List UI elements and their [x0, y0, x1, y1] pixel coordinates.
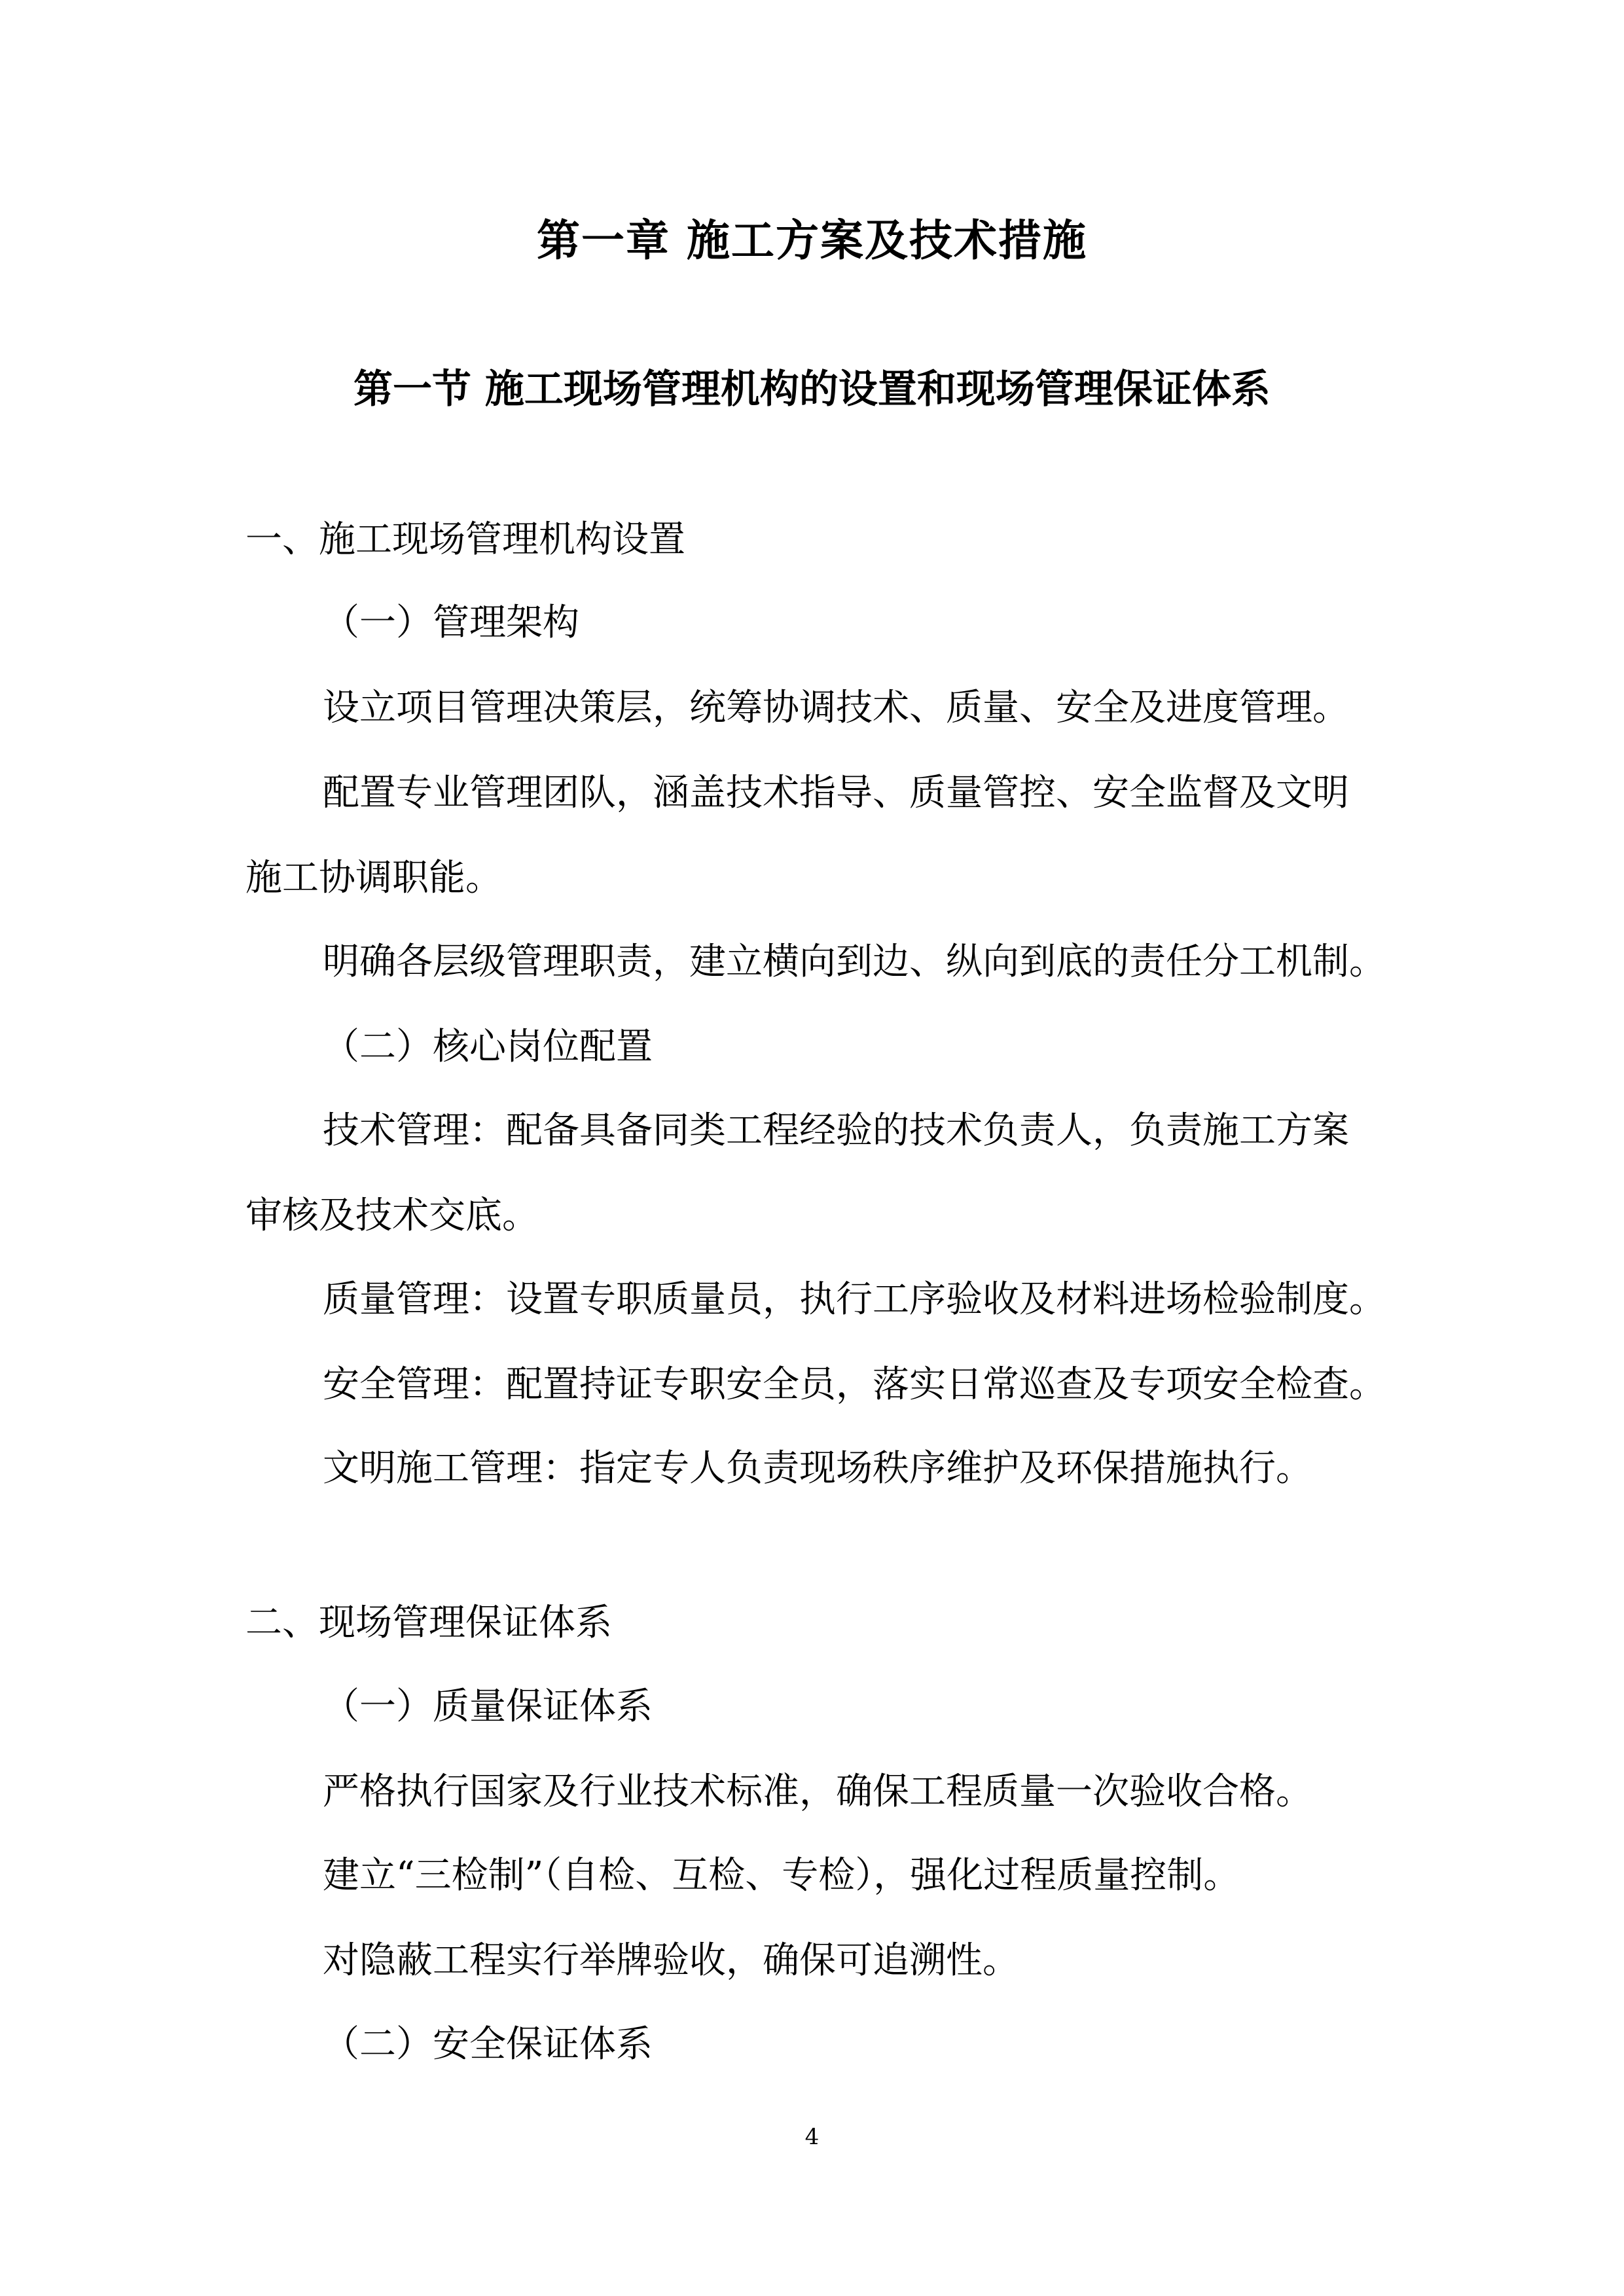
paragraph: 技术管理：配备具备同类工程经验的技术负责人，负责施工方案 — [323, 1109, 1349, 1152]
part2-heading: 二、现场管理保证体系 — [245, 1602, 612, 1644]
paragraph: 文明施工管理：指定专人负责现场秩序维护及环保措施执行。 — [323, 1447, 1312, 1490]
paragraph: 质量管理：设置专职质量员，执行工序验收及材料进场检验制度。 — [323, 1278, 1386, 1321]
chapter-title: 第一章 施工方案及技术措施 — [537, 215, 1087, 266]
part1-sub1-heading: （一）管理架构 — [323, 601, 579, 644]
paragraph-continuation: 施工协调职能。 — [245, 857, 502, 899]
paragraph: 设立项目管理决策层，统筹协调技术、质量、安全及进度管理。 — [323, 687, 1349, 729]
paragraph-continuation: 审核及技术交底。 — [245, 1194, 539, 1237]
part1-heading: 一、施工现场管理机构设置 — [245, 518, 685, 561]
part1-sub2-heading: （二）核心岗位配置 — [323, 1026, 653, 1068]
paragraph: 安全管理：配置持证专职安全员，落实日常巡查及专项安全检查。 — [323, 1363, 1386, 1406]
paragraph: 明确各层级管理职责，建立横向到边、纵向到底的责任分工机制。 — [323, 941, 1386, 983]
paragraph: 建立“三检制”（自检、互检、专检），强化过程质量控制。 — [323, 1854, 1240, 1897]
section-title: 第一节 施工现场管理机构的设置和现场管理保证体系 — [353, 367, 1271, 412]
paragraph: 严格执行国家及行业技术标准，确保工程质量一次验收合格。 — [323, 1770, 1312, 1813]
page-number: 4 — [804, 2124, 820, 2150]
paragraph: 配置专业管理团队，涵盖技术指导、质量管控、安全监督及文明 — [323, 772, 1349, 814]
part2-sub2-heading: （二）安全保证体系 — [323, 2023, 653, 2066]
paragraph: 对隐蔽工程实行举牌验收，确保可追溯性。 — [323, 1939, 1019, 1982]
part2-sub1-heading: （一）质量保证体系 — [323, 1685, 653, 1728]
